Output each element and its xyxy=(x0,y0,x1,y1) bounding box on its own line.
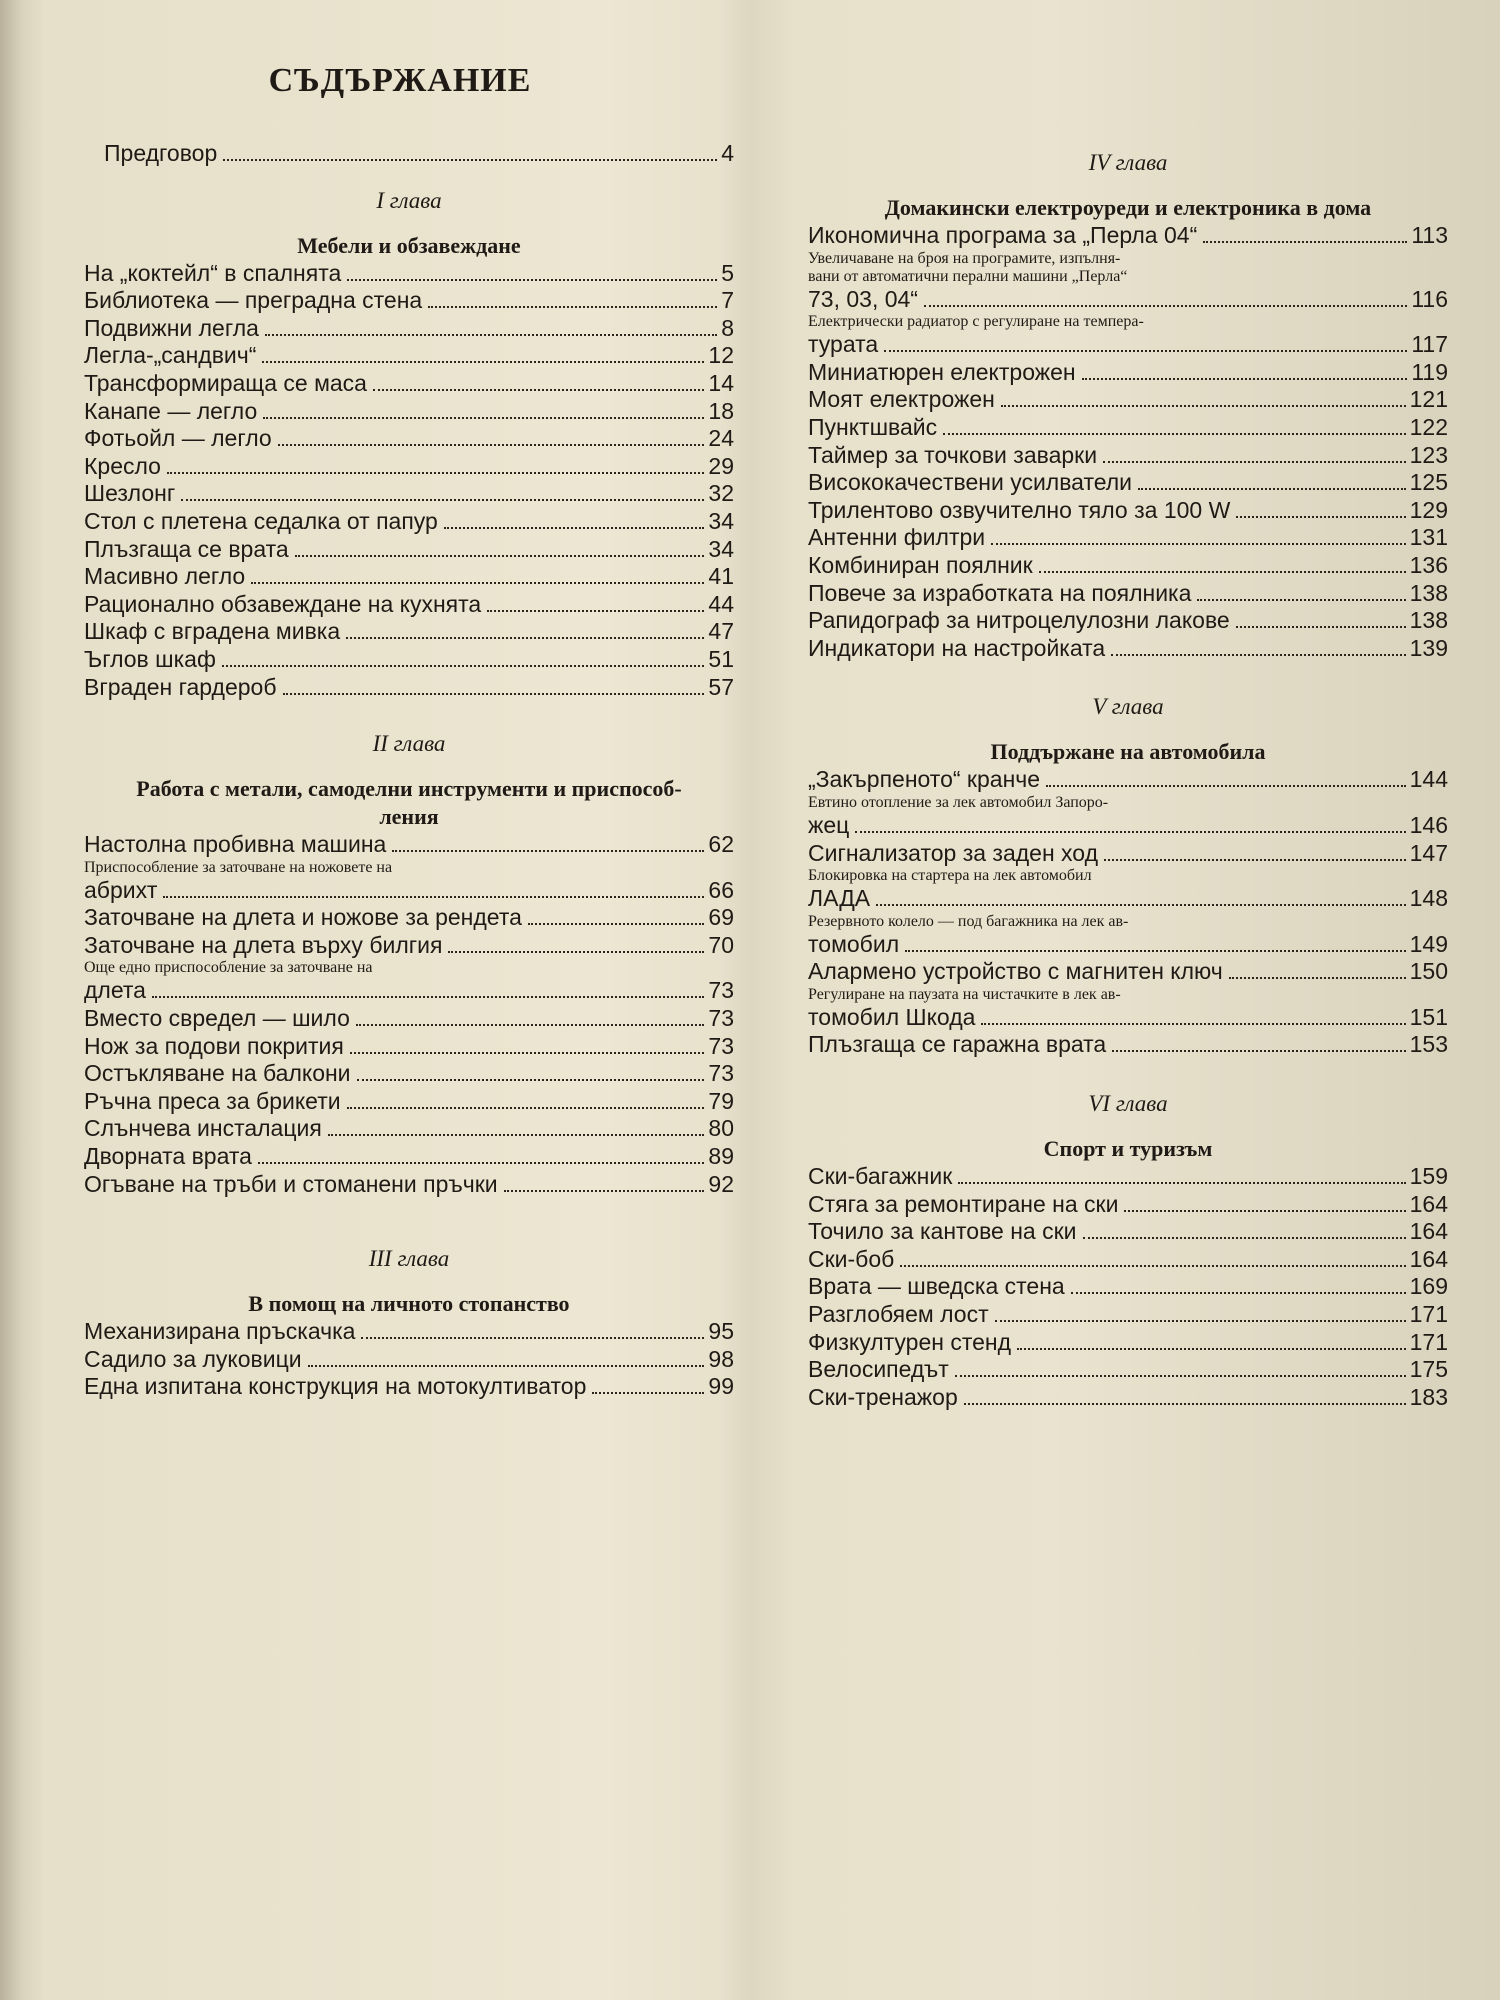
toc-entry xyxy=(84,1373,734,1401)
entry-page: 164 xyxy=(1409,1190,1448,1217)
entry-title: Повече за изработката на поялника xyxy=(808,579,1192,606)
entry-title: Нож за подови покрития xyxy=(84,1032,344,1059)
entry-title: Физкултурен стенд xyxy=(808,1328,1012,1355)
toc-entry xyxy=(808,1384,1448,1412)
leader-dots xyxy=(876,904,1406,906)
entry-page: 92 xyxy=(708,1170,734,1197)
entry-page: 121 xyxy=(1409,386,1448,413)
toc-entry xyxy=(84,646,734,674)
entry-page: 175 xyxy=(1409,1356,1448,1383)
toc-entry xyxy=(84,508,734,536)
entry-page: 150 xyxy=(1409,958,1448,985)
toc-entry xyxy=(84,370,734,398)
entry-page: 138 xyxy=(1409,579,1448,606)
toc-entry xyxy=(84,536,734,564)
leader-dots xyxy=(1236,516,1405,518)
entry-title-line: Блокировка на стартера на лек автомобил xyxy=(808,867,1092,885)
entry-page: 149 xyxy=(1409,930,1448,957)
toc-entry xyxy=(808,1356,1448,1384)
entry-page: 144 xyxy=(1409,766,1448,793)
toc-entry-preface xyxy=(104,140,734,168)
toc-entry xyxy=(84,1143,734,1171)
entry-page: 139 xyxy=(1409,634,1448,661)
entry-title: Шкаф с вградена мивка xyxy=(84,618,341,645)
leader-dots xyxy=(1197,599,1405,601)
leader-dots xyxy=(884,350,1407,352)
entry-title: абрихт xyxy=(84,876,158,903)
toc-title: СЪДЪРЖАНИЕ xyxy=(268,62,532,99)
entry-title-line: Евтино отопление за лек автомобил Запоро- xyxy=(808,793,1109,811)
entry-page: 125 xyxy=(1409,469,1448,496)
leader-dots xyxy=(981,1023,1405,1025)
entry-page: 123 xyxy=(1409,441,1448,468)
leader-dots xyxy=(1017,1348,1406,1350)
toc-entry xyxy=(808,580,1448,608)
leader-dots xyxy=(900,1265,1405,1267)
leader-dots xyxy=(1124,1210,1405,1212)
entry-page: 73 xyxy=(708,1032,734,1059)
toc-entry xyxy=(808,1004,1448,1032)
toc-entry xyxy=(84,932,734,960)
entry-title: Алармено устройство с магнитен ключ xyxy=(808,958,1223,985)
entry-title: Стол с плетена седалка от папур xyxy=(84,507,438,534)
entry-title: Плъзгаща се врата xyxy=(84,535,289,562)
toc-entry xyxy=(808,812,1448,840)
entry-title: Точило за кантове на ски xyxy=(808,1218,1077,1245)
toc-entry xyxy=(84,260,734,288)
entry-page: 34 xyxy=(708,535,734,562)
chapter-number: IV глава xyxy=(1088,150,1168,175)
entry-title: томобил Шкода xyxy=(808,1003,976,1030)
entry-page: 32 xyxy=(708,480,734,507)
entry-title: Една изпитана конструкция на мотокултиватор xyxy=(84,1373,587,1400)
leader-dots xyxy=(1103,461,1406,463)
entry-page: 183 xyxy=(1409,1383,1448,1410)
leader-dots xyxy=(223,159,717,161)
entry-title: Вместо свредел — шило xyxy=(84,1005,350,1032)
leader-dots xyxy=(1083,1237,1406,1239)
leader-dots xyxy=(1138,488,1406,490)
entry-page: 171 xyxy=(1409,1328,1448,1355)
chapter-number: I глава xyxy=(376,187,442,213)
entry-title-line: Електрически радиатор с регулиране на темпера- xyxy=(808,313,1144,331)
entry-title: Заточване на длета и ножове за рендета xyxy=(84,904,522,931)
toc-column-right xyxy=(808,148,1448,1411)
toc-entry xyxy=(808,958,1448,986)
entry-page: 47 xyxy=(708,618,734,645)
leader-dots xyxy=(258,1162,704,1164)
entry-title: Икономична програма за „Перла 04“ xyxy=(808,222,1198,248)
entry-page: 98 xyxy=(708,1345,734,1372)
entry-page: 29 xyxy=(708,452,734,479)
toc-entry xyxy=(808,442,1448,470)
leader-dots xyxy=(943,433,1405,435)
leader-dots xyxy=(361,1337,704,1339)
leader-dots xyxy=(373,389,704,391)
entry-title: Антенни филтри xyxy=(808,524,986,551)
entry-title: „Закърпеното“ кранче xyxy=(808,766,1041,793)
toc-entry xyxy=(84,287,734,315)
leader-dots xyxy=(347,1107,705,1109)
leader-dots xyxy=(392,850,704,852)
leader-dots xyxy=(592,1392,704,1394)
leader-dots xyxy=(1071,1292,1406,1294)
entry-title: Вграден гардероб xyxy=(84,673,277,700)
entry-title: Ръчна преса за брикети xyxy=(84,1087,341,1114)
entry-page: 18 xyxy=(708,397,734,424)
toc-entry xyxy=(808,552,1448,580)
toc-entry xyxy=(84,480,734,508)
leader-dots xyxy=(1112,1050,1405,1052)
leader-dots xyxy=(428,306,717,308)
entry-title: Садило за луковици xyxy=(84,1345,302,1372)
entry-page: 5 xyxy=(721,259,734,286)
entry-page: 116 xyxy=(1411,285,1448,312)
chapter-number: V глава xyxy=(1092,694,1164,720)
entry-page: 80 xyxy=(708,1115,734,1142)
leader-dots xyxy=(265,334,717,336)
leader-dots xyxy=(222,665,705,667)
leader-dots xyxy=(995,1320,1406,1322)
entry-page: 146 xyxy=(1409,811,1448,838)
entry-title: Фотьойл — легло xyxy=(84,425,272,452)
entry-title: Миниатюрен електрожен xyxy=(808,358,1076,385)
entry-title-line: Регулиране на паузата на чистачките в лек ав- xyxy=(808,985,1121,1003)
entry-title: Предговор xyxy=(104,140,218,166)
entry-page: 151 xyxy=(1409,1003,1448,1030)
toc-entry xyxy=(84,1346,734,1374)
toc-entry xyxy=(84,315,734,343)
entry-title: Рационално обзавеждане на кухнята xyxy=(84,590,482,617)
leader-dots xyxy=(964,1403,1406,1405)
toc-entry xyxy=(808,386,1448,414)
leader-dots xyxy=(283,693,705,695)
leader-dots xyxy=(181,499,704,501)
toc-entry xyxy=(84,342,734,370)
leader-dots xyxy=(263,417,704,419)
entry-page: 41 xyxy=(708,563,734,590)
entry-title: Легла-„сандвич“ xyxy=(84,342,257,369)
toc-entry xyxy=(808,1031,1448,1059)
entry-page: 159 xyxy=(1409,1163,1448,1190)
entry-page: 95 xyxy=(708,1318,734,1345)
entry-page: 34 xyxy=(708,507,734,534)
toc-entry xyxy=(84,877,734,905)
entry-page: 129 xyxy=(1409,496,1448,523)
toc-entry xyxy=(808,1218,1448,1246)
leader-dots xyxy=(924,305,1407,307)
entry-page: 8 xyxy=(721,314,734,341)
entry-title: Комбиниран поялник xyxy=(808,551,1033,578)
entry-title: Трансформираща се маса xyxy=(84,369,367,396)
entry-title: Трилентово озвучително тяло за 100 W xyxy=(808,496,1231,523)
entry-page: 79 xyxy=(708,1087,734,1114)
leader-dots xyxy=(328,1134,705,1136)
entry-page: 4 xyxy=(721,140,734,166)
entry-title: Стяга за ремонтиране на ски xyxy=(808,1190,1119,1217)
entry-title: Заточване на длета върху билгия xyxy=(84,931,443,958)
entry-title: Шезлонг xyxy=(84,480,176,507)
entry-title: Библиотека — преградна стена xyxy=(84,287,423,314)
entry-title-line: Резервното колело — под багажника на лек ав- xyxy=(808,912,1129,930)
leader-dots xyxy=(444,527,705,529)
entry-title: 73, 03, 04“ xyxy=(808,285,918,312)
toc-entry xyxy=(808,885,1448,913)
entry-page: 117 xyxy=(1411,331,1448,358)
entry-title: Сигнализатор за заден ход xyxy=(808,839,1099,866)
leader-dots xyxy=(1001,405,1406,407)
toc-entry xyxy=(84,977,734,1005)
entry-page: 14 xyxy=(708,369,734,396)
entry-title: Ски-тренажор xyxy=(808,1383,958,1410)
entry-title: Подвижни легла xyxy=(84,314,259,341)
entry-title: Рапидограф за нитроцелулозни лакове xyxy=(808,607,1230,634)
entry-page: 148 xyxy=(1409,885,1448,912)
entry-page: 164 xyxy=(1409,1218,1448,1245)
leader-dots xyxy=(356,1024,705,1026)
toc-entry xyxy=(808,1301,1448,1329)
entry-title: Разглобяем лост xyxy=(808,1301,989,1328)
leader-dots xyxy=(152,996,704,998)
toc-entry xyxy=(808,1329,1448,1357)
entry-title: Остъкляване на балкони xyxy=(84,1060,351,1087)
entry-title: Врата — шведска стена xyxy=(808,1273,1065,1300)
entry-title: Дворната врата xyxy=(84,1143,252,1170)
toc-entry xyxy=(808,524,1448,552)
leader-dots xyxy=(262,361,704,363)
chapter-title: Мебели и обзавеждане xyxy=(297,232,521,258)
toc-entry xyxy=(808,635,1448,663)
leader-dots xyxy=(1229,977,1406,979)
toc-entry xyxy=(808,931,1448,959)
entry-title: Масивно легло xyxy=(84,563,246,590)
entry-page: 24 xyxy=(708,425,734,452)
leader-dots xyxy=(487,610,704,612)
chapter-title: Спорт и туризъм xyxy=(1043,1136,1213,1162)
entry-page: 73 xyxy=(708,977,734,1004)
entry-page: 113 xyxy=(1411,222,1448,248)
entry-title: Ъглов шкаф xyxy=(84,645,216,672)
entry-page: 164 xyxy=(1409,1245,1448,1272)
toc-entry xyxy=(84,904,734,932)
leader-dots xyxy=(1111,654,1405,656)
toc-entry xyxy=(84,831,734,859)
leader-dots xyxy=(357,1079,705,1081)
leader-dots xyxy=(295,555,705,557)
toc-entry xyxy=(808,286,1448,314)
leader-dots xyxy=(278,444,705,446)
leader-dots xyxy=(1082,378,1408,380)
toc-entry xyxy=(808,359,1448,387)
toc-entry xyxy=(84,618,734,646)
leader-dots xyxy=(1236,626,1406,628)
chapter-4 xyxy=(808,148,1448,662)
leader-dots xyxy=(448,951,704,953)
toc-entry xyxy=(808,840,1448,868)
entry-title-line: Приспособление за заточване на ножовете на xyxy=(84,858,393,876)
entry-title: Механизирана пръскачка xyxy=(84,1318,356,1345)
toc-entry xyxy=(84,453,734,481)
leader-dots xyxy=(347,279,717,281)
entry-page: 57 xyxy=(708,673,734,700)
entry-title: Таймер за точкови заварки xyxy=(808,441,1098,468)
leader-dots xyxy=(855,831,1405,833)
toc-entry xyxy=(808,1163,1448,1191)
entry-page: 119 xyxy=(1411,358,1448,385)
toc-entry xyxy=(808,222,1448,250)
entry-title-line: Още едно приспособление за заточване на xyxy=(84,959,373,977)
toc-entry xyxy=(84,1171,734,1199)
entry-title: Пунктшвайс xyxy=(808,413,938,440)
leader-dots xyxy=(350,1052,705,1054)
entry-title: турата xyxy=(808,331,879,358)
entry-page: 99 xyxy=(708,1373,734,1400)
chapter-3 xyxy=(84,1244,734,1401)
entry-title: Велосипедът xyxy=(808,1356,949,1383)
entry-title: томобил xyxy=(808,930,900,957)
entry-page: 122 xyxy=(1409,413,1448,440)
chapter-title: В помощ на личното стопанство xyxy=(248,1291,570,1317)
entry-title: Ски-багажник xyxy=(808,1163,953,1190)
leader-dots xyxy=(308,1365,705,1367)
entry-page: 70 xyxy=(708,931,734,958)
leader-dots xyxy=(167,472,704,474)
entry-page: 147 xyxy=(1409,839,1448,866)
entry-page: 7 xyxy=(721,287,734,314)
chapter-number: III глава xyxy=(368,1246,450,1272)
toc-entry xyxy=(808,607,1448,635)
chapter-title-cont: ления xyxy=(379,804,439,830)
chapter-title: Поддържане на автомобила xyxy=(990,739,1266,765)
entry-page: 171 xyxy=(1409,1301,1448,1328)
leader-dots xyxy=(991,543,1406,545)
chapter-title: Работа с метали, самоделни инструменти и приспособ- xyxy=(136,776,682,802)
entry-page: 69 xyxy=(708,904,734,931)
entry-title: длета xyxy=(84,977,146,1004)
toc-column-left xyxy=(84,140,734,1401)
leader-dots xyxy=(1046,785,1406,787)
leader-dots xyxy=(1104,859,1406,861)
chapter-title: Домакински електроуреди и електроника в дома xyxy=(884,195,1372,220)
chapter-6 xyxy=(808,1089,1448,1411)
entry-page: 169 xyxy=(1409,1273,1448,1300)
entry-page: 138 xyxy=(1409,607,1448,634)
toc-entry xyxy=(808,766,1448,794)
entry-page: 51 xyxy=(708,645,734,672)
entry-title: Индикатори на настройката xyxy=(808,634,1106,661)
toc-entry xyxy=(808,331,1448,359)
chapter-number: II глава xyxy=(372,731,446,757)
entry-title: На „коктейл“ в спалнята xyxy=(84,259,342,286)
entry-title-line: вани от автоматични перални машини „Перла“ xyxy=(808,267,1128,285)
toc-entry xyxy=(84,1318,734,1346)
entry-page: 153 xyxy=(1409,1031,1448,1058)
chapter-2 xyxy=(84,729,734,1198)
leader-dots xyxy=(1039,571,1406,573)
entry-title: Кресло xyxy=(84,452,161,479)
toc-entry xyxy=(84,398,734,426)
leader-dots xyxy=(1203,241,1407,243)
toc-entry xyxy=(808,469,1448,497)
toc-entry xyxy=(84,1033,734,1061)
toc-entry xyxy=(84,563,734,591)
entry-title: жец xyxy=(808,811,850,838)
entry-title: Висококачествени усилватели xyxy=(808,469,1133,496)
chapter-number: VI глава xyxy=(1088,1091,1168,1117)
entry-title: Ски-боб xyxy=(808,1245,895,1272)
entry-page: 12 xyxy=(708,342,734,369)
entry-title: Плъзгаща се гаражна врата xyxy=(808,1031,1107,1058)
toc-entry xyxy=(84,674,734,702)
toc-entry xyxy=(808,414,1448,442)
entry-page: 89 xyxy=(708,1143,734,1170)
entry-page: 131 xyxy=(1409,524,1448,551)
entry-page: 62 xyxy=(708,831,734,858)
entry-title: Слънчева инсталация xyxy=(84,1115,322,1142)
leader-dots xyxy=(528,923,705,925)
entry-title: Моят електрожен xyxy=(808,386,995,413)
toc-entry xyxy=(84,1060,734,1088)
toc-entry xyxy=(84,1088,734,1116)
toc-entry xyxy=(84,425,734,453)
toc-entry xyxy=(84,1115,734,1143)
leader-dots xyxy=(163,896,704,898)
page-edge xyxy=(0,0,22,2000)
entry-page: 136 xyxy=(1409,551,1448,578)
chapter-1 xyxy=(84,186,734,702)
toc-entry xyxy=(808,1191,1448,1219)
chapter-5 xyxy=(808,692,1448,1059)
leader-dots xyxy=(958,1182,1405,1184)
entry-title: Настолна пробивна машина xyxy=(84,831,387,858)
leader-dots xyxy=(955,1375,1406,1377)
entry-title: Огъване на тръби и стоманени пръчки xyxy=(84,1170,498,1197)
entry-page: 73 xyxy=(708,1005,734,1032)
leader-dots xyxy=(346,637,704,639)
toc-entry xyxy=(808,1273,1448,1301)
leader-dots xyxy=(504,1190,705,1192)
toc-entry xyxy=(84,1005,734,1033)
entry-title-line: Увеличаване на броя на програмите, изпълня- xyxy=(808,249,1121,267)
entry-title: ЛАДА xyxy=(808,885,871,912)
entry-page: 73 xyxy=(708,1060,734,1087)
entry-title: Канапе — легло xyxy=(84,397,258,424)
entry-page: 66 xyxy=(708,876,734,903)
toc-entry xyxy=(808,497,1448,525)
leader-dots xyxy=(251,582,704,584)
leader-dots xyxy=(905,950,1406,952)
toc-entry xyxy=(808,1246,1448,1274)
entry-page: 44 xyxy=(708,590,734,617)
toc-entry xyxy=(84,591,734,619)
